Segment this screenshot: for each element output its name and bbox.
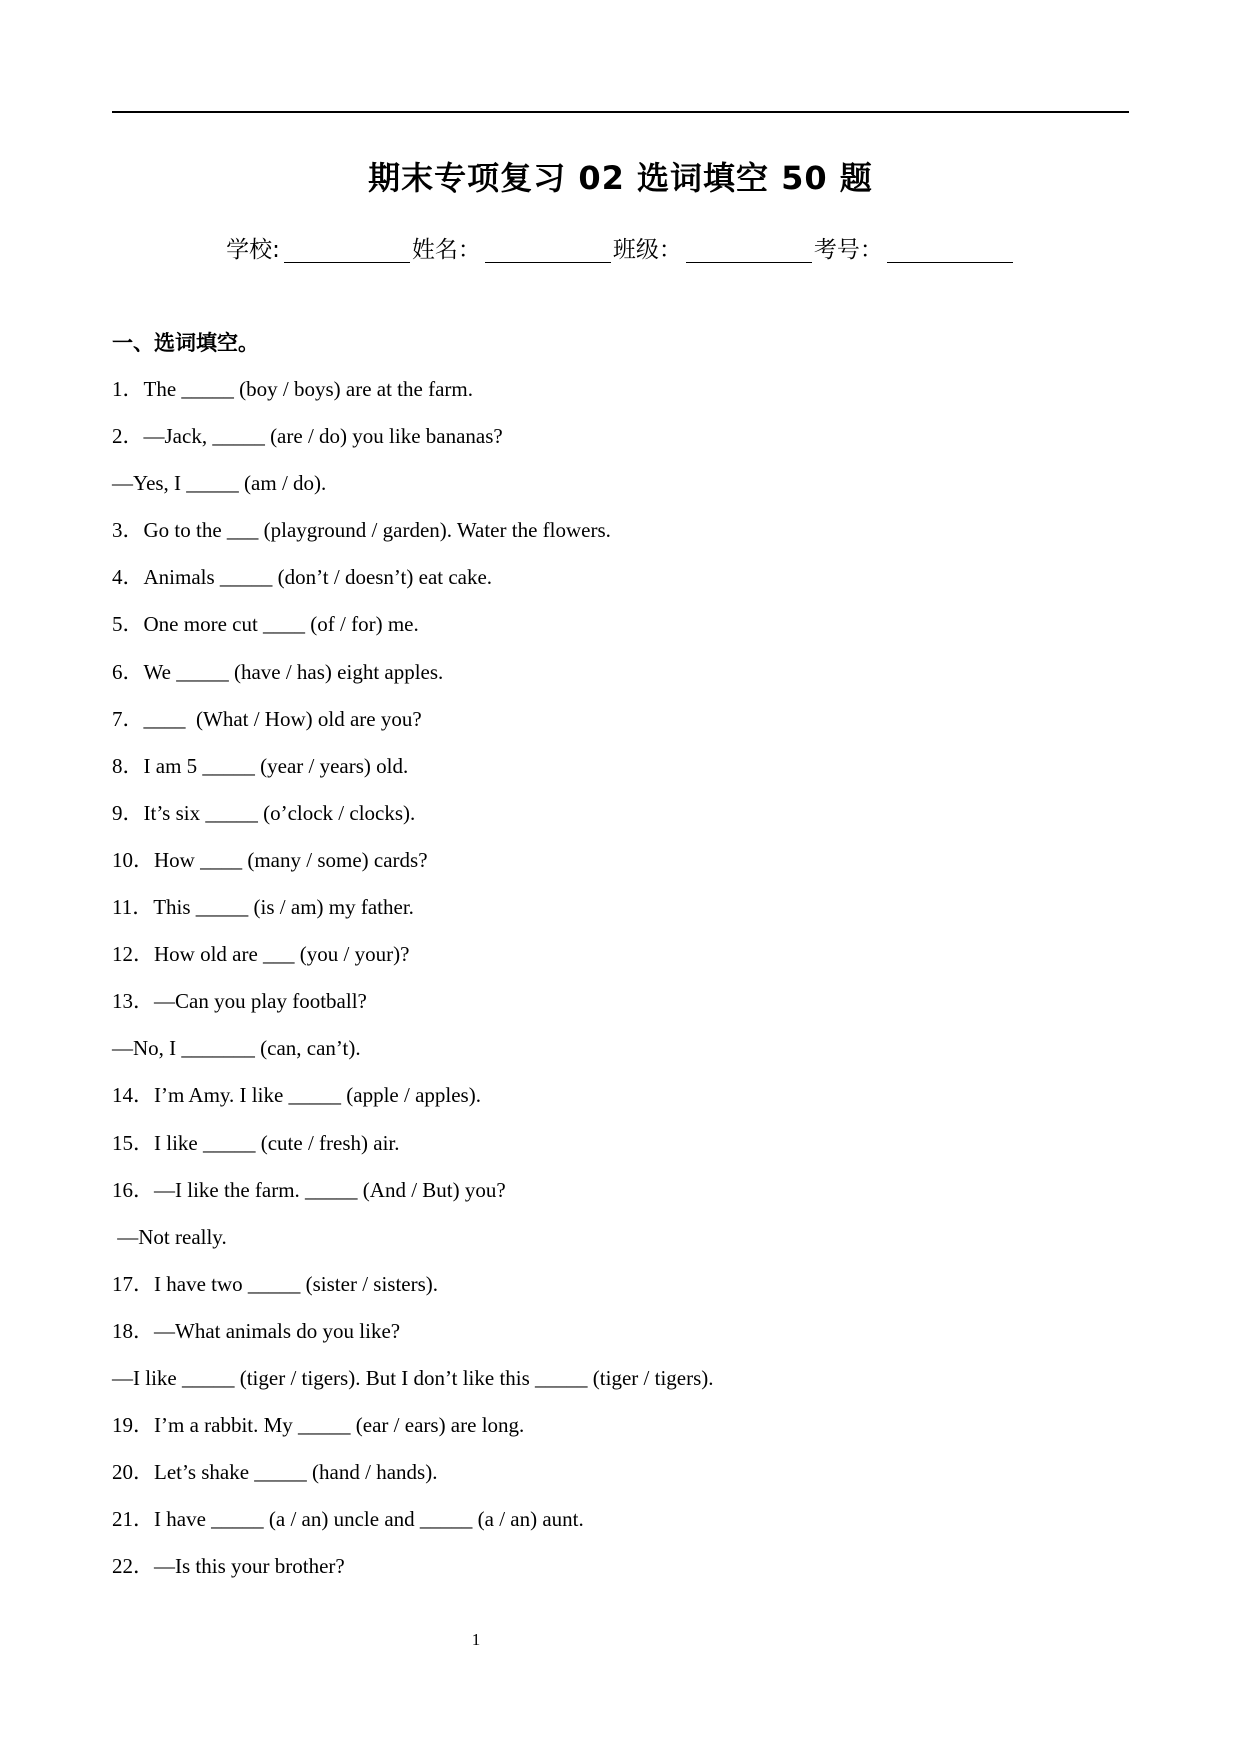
answer-line: —No, I _______ (can, can’t). <box>112 1036 361 1061</box>
question-line: 7．____ (What / How) old are you? <box>112 706 422 731</box>
header-rule <box>112 111 1129 113</box>
school-field <box>226 232 412 268</box>
document-title: 期末专项复习 02 选词填空 50 题 <box>368 159 873 197</box>
question-line: 5．One more cut ____ (of / for) me. <box>112 612 419 637</box>
name-field <box>412 232 613 268</box>
exam-number-field <box>814 232 1015 268</box>
question-line: 11．This _____ (is / am) my father. <box>112 895 414 920</box>
school-label: 学校: <box>226 237 280 263</box>
question-list <box>112 372 1129 1596</box>
exam-number-label: 考号： <box>813 237 883 263</box>
question-line: 6．We _____ (have / has) eight apples. <box>112 659 444 684</box>
section-heading: 一、选词填空。 <box>112 331 259 355</box>
question-line: 20．Let’s shake _____ (hand / hands). <box>112 1460 438 1485</box>
exam-number-blank[interactable] <box>887 238 1013 263</box>
name-label: 姓名： <box>411 237 481 263</box>
question-line: 21．I have _____ (a / an) uncle and _____ (a / an) aunt. <box>112 1507 584 1532</box>
student-info-row <box>0 232 1241 268</box>
question-line: 4．Animals _____ (don’t / doesn’t) eat cake. <box>112 565 493 590</box>
question-line: 8．I am 5 _____ (year / years) old. <box>112 753 409 778</box>
answer-line: —Not really. <box>112 1224 227 1249</box>
question-line: 19．I’m a rabbit. My _____ (ear / ears) are long. <box>112 1413 525 1438</box>
question-line: 12．How old are ___ (you / your)? <box>112 942 410 967</box>
question-line: 17．I have two _____ (sister / sisters). <box>112 1271 439 1296</box>
question-line: 16．—I like the farm. _____ (And / But) you? <box>112 1177 506 1202</box>
answer-line: —Yes, I _____ (am / do). <box>112 471 327 496</box>
question-line: 18．—What animals do you like? <box>112 1318 401 1343</box>
class-label: 班级： <box>612 237 682 263</box>
class-field <box>613 232 814 268</box>
question-line: 9．It’s six _____ (o’clock / clocks). <box>112 800 416 825</box>
answer-line: —I like _____ (tiger / tigers). But I don’t like this _____ (tiger / tigers). <box>112 1365 714 1390</box>
question-line: 10．How ____ (many / some) cards? <box>112 847 428 872</box>
school-blank[interactable] <box>284 238 410 263</box>
name-blank[interactable] <box>485 238 611 263</box>
class-blank[interactable] <box>686 238 812 263</box>
question-line: 1．The _____ (boy / boys) are at the farm. <box>112 377 473 401</box>
question-line: 15．I like _____ (cute / fresh) air. <box>112 1130 400 1155</box>
question-line: 13．—Can you play football? <box>112 989 367 1014</box>
question-line: 22．—Is this your brother? <box>112 1554 345 1579</box>
page-number: 1 <box>471 1630 481 1649</box>
question-line: 14．I’m Amy. I like _____ (apple / apples). <box>112 1083 481 1108</box>
question-line: 3．Go to the ___ (playground / garden). Water the flowers. <box>112 518 611 543</box>
question-line: 2．—Jack, _____ (are / do) you like bananas? <box>112 424 503 449</box>
